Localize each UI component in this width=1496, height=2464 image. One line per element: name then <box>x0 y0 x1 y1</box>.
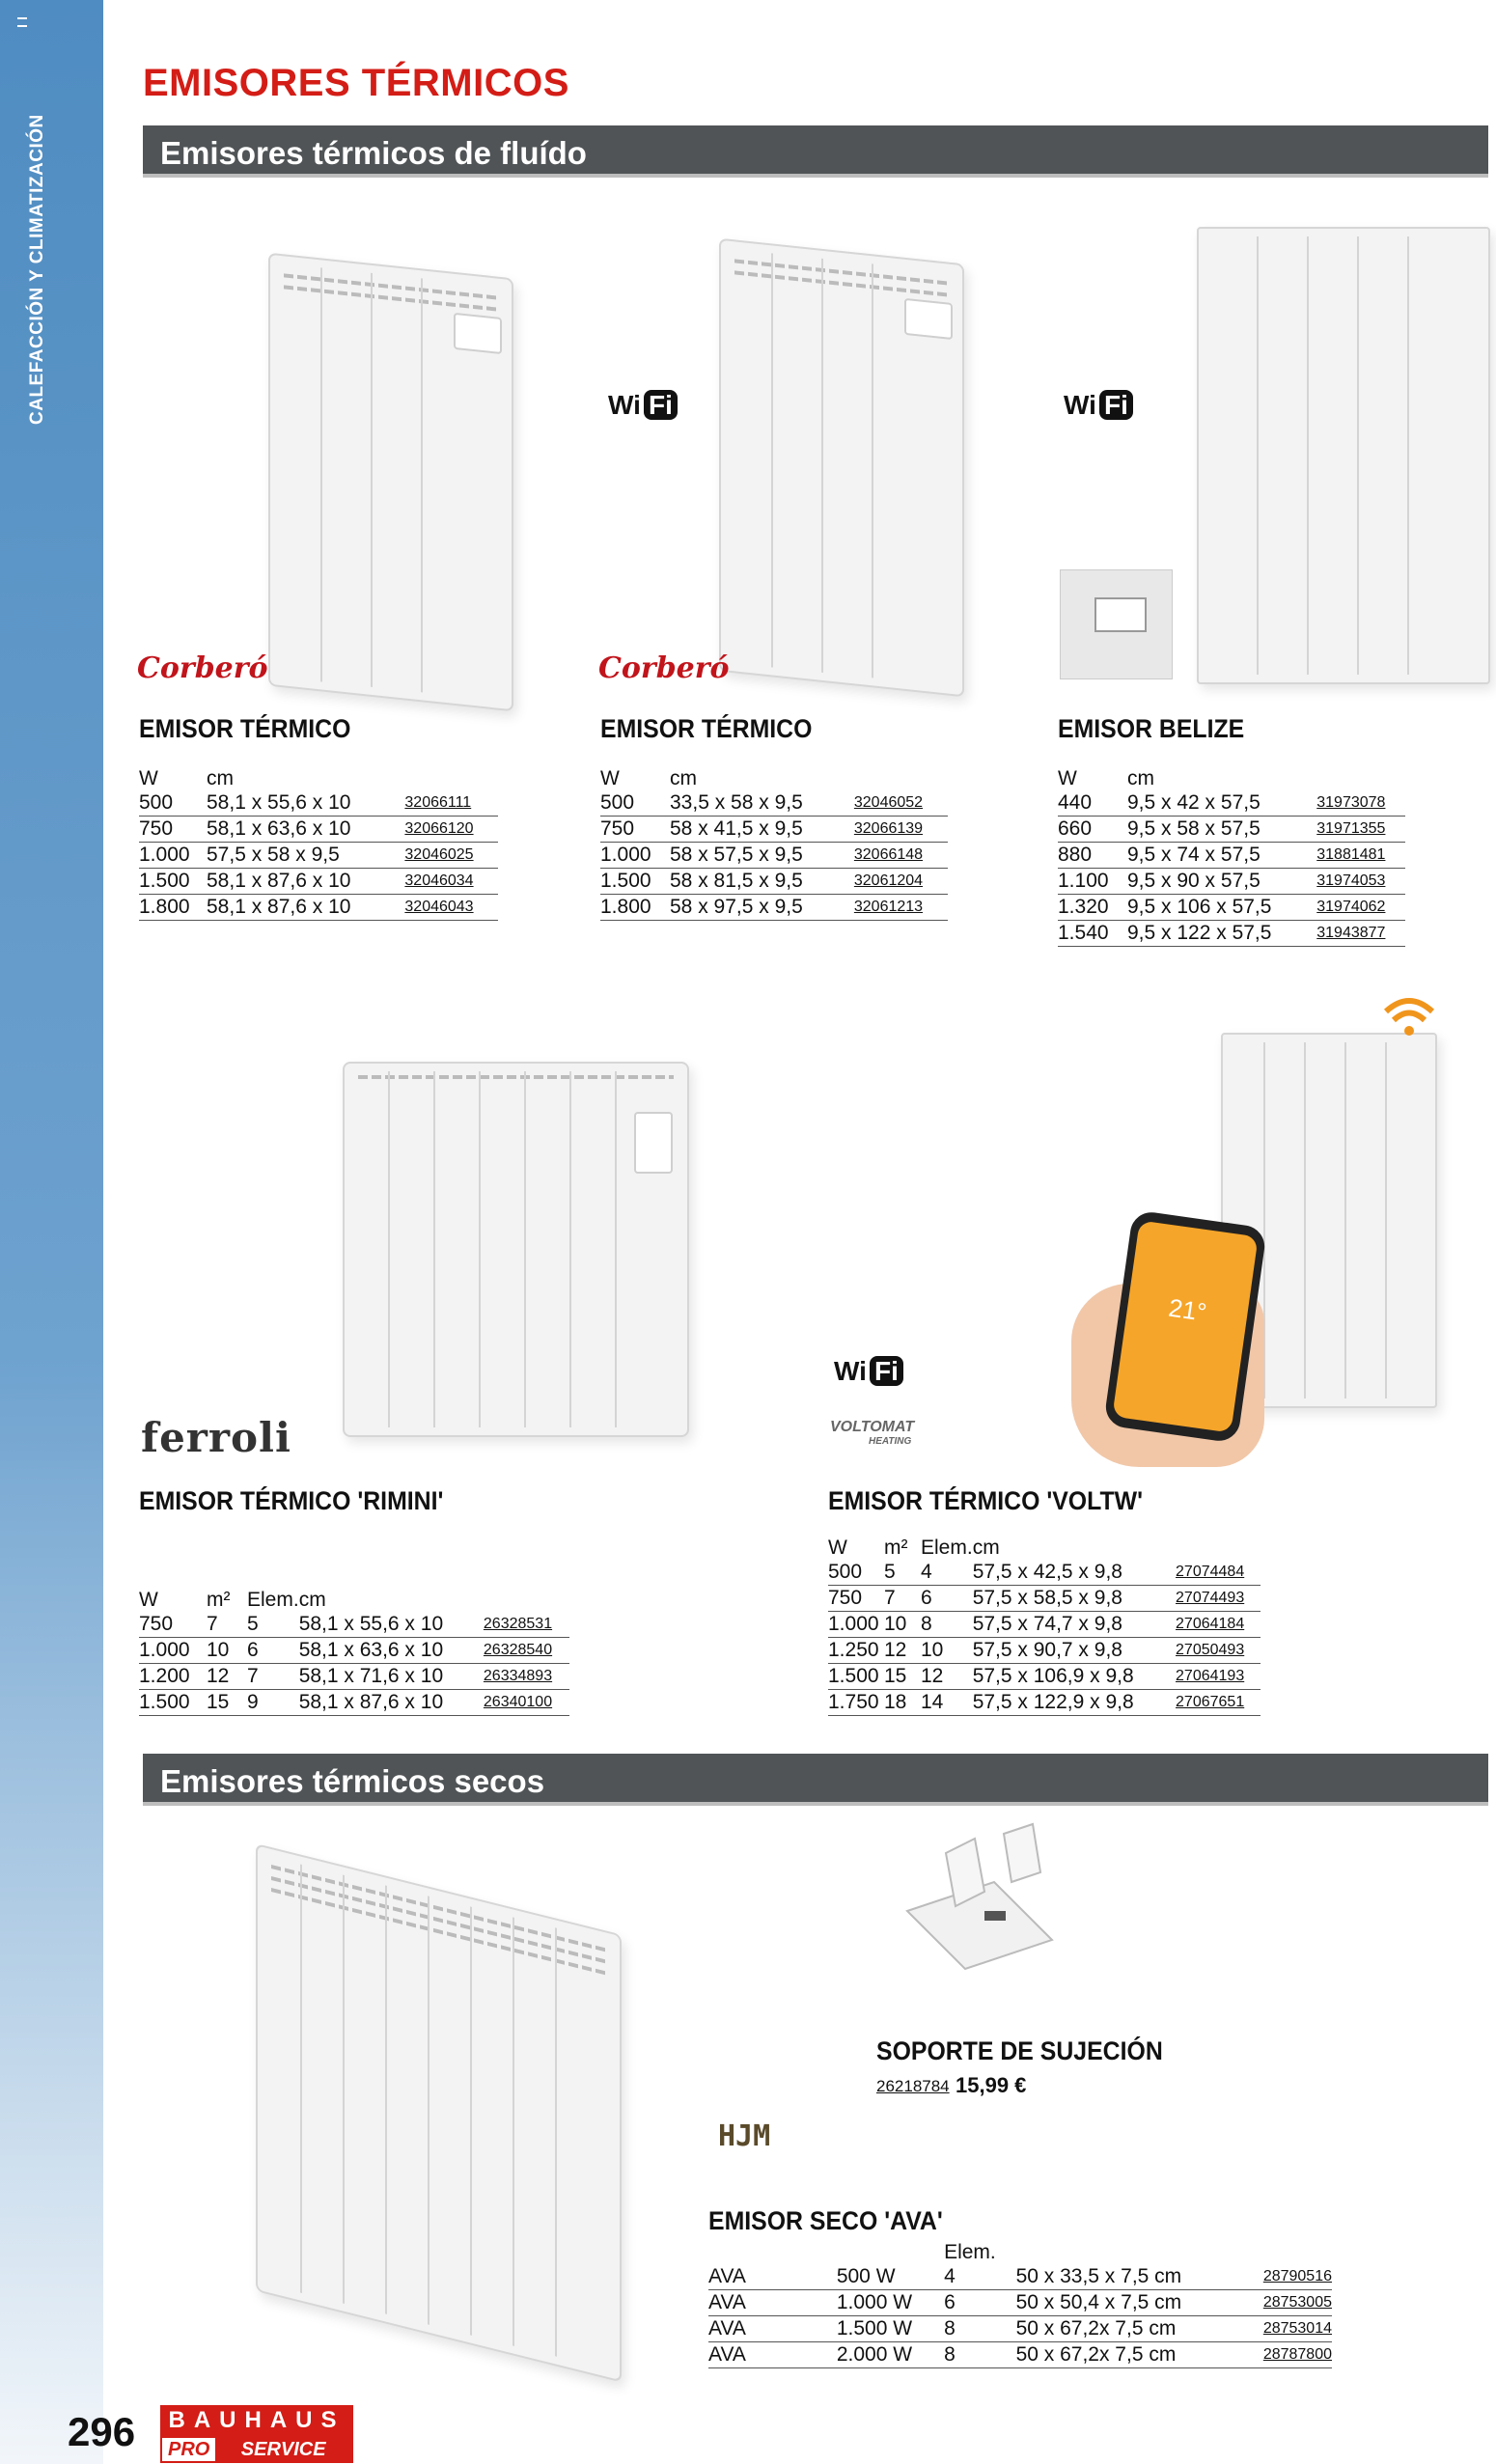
table-header-cell: m² <box>207 1589 231 1611</box>
table-cell: 750 <box>139 817 207 843</box>
table-row <box>1058 869 1405 895</box>
table-cell: 4 <box>921 1560 973 1586</box>
table-row <box>828 1664 1261 1690</box>
radiator-image-2[interactable] <box>719 241 975 695</box>
table-cell: 18 <box>884 1690 921 1716</box>
table-cell: 9,5 x 74 x 57,5 <box>1127 843 1309 869</box>
table-cell: 27064184 <box>1168 1612 1261 1638</box>
table-cell: 28753014 <box>1256 2316 1332 2342</box>
table-cell: 26328540 <box>476 1638 569 1664</box>
table-cell: 58,1 x 71,6 x 10 <box>299 1664 476 1690</box>
voltomat-logo: VOLTOMAT HEATING <box>830 1419 915 1447</box>
table-row <box>1058 817 1405 843</box>
table-cell: AVA <box>708 2290 837 2316</box>
table-header-cell: Elem. <box>247 1589 299 1611</box>
section-dry-header: Emisores térmicos secos <box>143 1754 1488 1806</box>
table-cell: 9,5 x 58 x 57,5 <box>1127 817 1309 843</box>
table-cell: 50 x 33,5 x 7,5 cm <box>1016 2264 1256 2290</box>
table-cell: 5 <box>247 1612 299 1638</box>
table-cell: 8 <box>944 2316 1016 2342</box>
table-header-cell: W <box>600 767 620 789</box>
table-cell: 32066120 <box>397 817 498 843</box>
table-cell: 58 x 57,5 x 9,5 <box>670 843 846 869</box>
table-cell: 50 x 50,4 x 7,5 cm <box>1016 2290 1256 2316</box>
table-row <box>139 817 498 843</box>
table-cell: 750 <box>600 817 670 843</box>
table-cell: 57,5 x 42,5 x 9,8 <box>973 1560 1168 1586</box>
support-bracket-image[interactable] <box>888 1814 1091 2007</box>
table-header-cell: cm <box>1127 767 1154 789</box>
table-row <box>139 1612 569 1638</box>
table-row <box>1058 843 1405 869</box>
spec-table-3 <box>1058 767 1405 947</box>
table-cell: 31974053 <box>1309 869 1405 895</box>
table-header-cell <box>708 2241 837 2264</box>
table-cell: 27074493 <box>1168 1586 1261 1612</box>
table-header-cell: W <box>828 1537 847 1559</box>
category-label: CALEFACCIÓN Y CLIMATIZACIÓN <box>27 114 47 425</box>
table-cell: 32046025 <box>397 843 498 869</box>
table-cell: 1.800 <box>139 895 207 921</box>
table-row <box>828 1638 1261 1664</box>
section-fluid-header: Emisores térmicos de fluído <box>143 125 1488 178</box>
product-title: EMISOR TÉRMICO <box>139 714 351 743</box>
table-cell: 32066148 <box>846 843 948 869</box>
radiator-image-belize[interactable] <box>1197 227 1486 690</box>
table-cell: 8 <box>944 2342 1016 2368</box>
table-cell: 7 <box>247 1664 299 1690</box>
table-cell: 31974062 <box>1309 895 1405 921</box>
table-cell: 750 <box>139 1612 207 1638</box>
product-title: EMISOR TÉRMICO <box>600 714 813 743</box>
table-cell: 1.000 <box>600 843 670 869</box>
table-header-cell: Elem. <box>921 1537 973 1559</box>
table-cell: 6 <box>944 2290 1016 2316</box>
table-cell: 58 x 41,5 x 9,5 <box>670 817 846 843</box>
table-row <box>139 1690 569 1716</box>
table-header-cell: m² <box>884 1537 908 1559</box>
table-row <box>708 2290 1332 2316</box>
table-cell: 6 <box>921 1586 973 1612</box>
table-cell: 660 <box>1058 817 1127 843</box>
table-cell: 32046034 <box>397 869 498 895</box>
table-header-cell <box>397 767 498 790</box>
table-cell: AVA <box>708 2264 837 2290</box>
wifi-signal-icon <box>1380 994 1438 1038</box>
table-cell: 57,5 x 58,5 x 9,8 <box>973 1586 1168 1612</box>
table-cell: 1.500 <box>139 1690 207 1716</box>
radiator-image-ava[interactable] <box>256 1843 632 2297</box>
table-cell: 12 <box>884 1638 921 1664</box>
table-cell: 50 x 67,2x 7,5 cm <box>1016 2342 1256 2368</box>
spec-table-voltw <box>828 1537 1261 1716</box>
spec-table-2 <box>600 767 948 921</box>
phone-temperature: 21° <box>1166 1292 1208 1327</box>
table-row <box>1058 921 1405 947</box>
table-cell: 32061213 <box>846 895 948 921</box>
table-cell: 28787800 <box>1256 2342 1332 2368</box>
table-row <box>139 790 498 817</box>
table-cell: 32046043 <box>397 895 498 921</box>
table-cell: 1.750 <box>828 1690 884 1716</box>
table-cell: 58,1 x 87,6 x 10 <box>299 1690 476 1716</box>
table-cell: 500 <box>600 790 670 817</box>
table-header-cell <box>1256 2241 1332 2264</box>
table-header-cell: W <box>1058 767 1077 789</box>
table-cell: 1.500 <box>600 869 670 895</box>
table-cell: 1.500 W <box>837 2316 944 2342</box>
table-row <box>828 1690 1261 1716</box>
table-cell: 26334893 <box>476 1664 569 1690</box>
table-cell: 9,5 x 42 x 57,5 <box>1127 790 1309 817</box>
product-code: 26218784 <box>876 2077 950 2095</box>
table-cell: 9,5 x 106 x 57,5 <box>1127 895 1309 921</box>
wifi-badge: Wi Fi <box>834 1356 903 1387</box>
corbero-logo: Corberó <box>598 651 730 685</box>
table-cell: 1.500 <box>139 869 207 895</box>
table-row <box>139 895 498 921</box>
wifi-badge: Wi Fi <box>608 390 678 421</box>
wifi-badge: Wi Fi <box>1064 390 1133 421</box>
table-row <box>1058 895 1405 921</box>
table-cell: 57,5 x 90,7 x 9,8 <box>973 1638 1168 1664</box>
table-cell: 750 <box>828 1586 884 1612</box>
table-cell: 10 <box>921 1638 973 1664</box>
table-cell: 57,5 x 74,7 x 9,8 <box>973 1612 1168 1638</box>
table-cell: 26328531 <box>476 1612 569 1638</box>
hjm-logo: HJM <box>718 2119 771 2153</box>
spec-table-1 <box>139 767 498 921</box>
table-cell: 58,1 x 55,6 x 10 <box>299 1612 476 1638</box>
table-cell: 27074484 <box>1168 1560 1261 1586</box>
table-row <box>600 895 948 921</box>
table-cell: AVA <box>708 2342 837 2368</box>
ferroli-logo: ferroli <box>141 1414 291 1461</box>
table-cell: 500 <box>139 790 207 817</box>
product-title: EMISOR SECO 'AVA' <box>708 2206 943 2235</box>
table-cell: 7 <box>884 1586 921 1612</box>
table-cell: 10 <box>884 1612 921 1638</box>
table-header-cell: cm <box>670 767 697 789</box>
product-title: EMISOR BELIZE <box>1058 714 1245 743</box>
table-header-cell <box>1168 1537 1261 1560</box>
table-cell: 27064193 <box>1168 1664 1261 1690</box>
table-cell: 1.320 <box>1058 895 1127 921</box>
table-cell: 9 <box>247 1690 299 1716</box>
table-cell: 31973078 <box>1309 790 1405 817</box>
table-cell: 4 <box>944 2264 1016 2290</box>
table-cell: 10 <box>207 1638 247 1664</box>
table-cell: 1.500 <box>828 1664 884 1690</box>
table-cell: 27067651 <box>1168 1690 1261 1716</box>
table-row <box>828 1560 1261 1586</box>
table-cell: 500 W <box>837 2264 944 2290</box>
table-row <box>139 869 498 895</box>
table-row <box>828 1586 1261 1612</box>
corbero-logo: Corberó <box>137 651 268 685</box>
product-title: EMISOR TÉRMICO 'RIMINI' <box>139 1486 444 1515</box>
table-cell: 1.000 W <box>837 2290 944 2316</box>
table-header-cell <box>846 767 948 790</box>
table-cell: 31971355 <box>1309 817 1405 843</box>
sidebar <box>0 0 103 2464</box>
table-cell: 1.100 <box>1058 869 1127 895</box>
table-row <box>600 790 948 817</box>
table-cell: 58 x 97,5 x 9,5 <box>670 895 846 921</box>
table-cell: 32066111 <box>397 790 498 817</box>
table-cell: 7 <box>207 1612 247 1638</box>
table-cell: 15 <box>207 1690 247 1716</box>
table-cell: 14 <box>921 1690 973 1716</box>
table-cell: 58,1 x 87,6 x 10 <box>207 869 397 895</box>
table-header-cell: W <box>139 1589 158 1611</box>
table-cell: 57,5 x 58 x 9,5 <box>207 843 397 869</box>
table-cell: 58 x 81,5 x 9,5 <box>670 869 846 895</box>
page-title: EMISORES TÉRMICOS <box>143 62 569 104</box>
table-header-cell <box>837 2241 944 2264</box>
table-cell: 1.200 <box>139 1664 207 1690</box>
table-header-cell: Elem. <box>944 2241 996 2263</box>
table-cell: 1.250 <box>828 1638 884 1664</box>
product-title: EMISOR TÉRMICO 'VOLTW' <box>828 1486 1143 1515</box>
table-cell: 58,1 x 63,6 x 10 <box>207 817 397 843</box>
table-row <box>139 1638 569 1664</box>
table-header-cell <box>1309 767 1405 790</box>
table-cell: AVA <box>708 2316 837 2342</box>
page-marker <box>17 17 27 27</box>
table-cell: 12 <box>207 1664 247 1690</box>
table-cell: 12 <box>921 1664 973 1690</box>
product-title: SOPORTE DE SUJECIÓN <box>876 2036 1163 2065</box>
table-cell: 1.000 <box>139 1638 207 1664</box>
table-row <box>708 2342 1332 2368</box>
spec-table-rimini <box>139 1589 569 1716</box>
bauhaus-logo: BAUHAUS PRO SERVICE <box>160 2405 353 2463</box>
table-cell: 57,5 x 106,9 x 9,8 <box>973 1664 1168 1690</box>
table-row <box>139 1664 569 1690</box>
table-row <box>1058 790 1405 817</box>
table-row <box>828 1612 1261 1638</box>
table-cell: 27050493 <box>1168 1638 1261 1664</box>
table-header-cell: cm <box>207 767 234 789</box>
table-cell: 58,1 x 63,6 x 10 <box>299 1638 476 1664</box>
table-cell: 28753005 <box>1256 2290 1332 2316</box>
table-row <box>600 869 948 895</box>
table-header-cell: cm <box>972 1537 1000 1559</box>
table-cell: 33,5 x 58 x 9,5 <box>670 790 846 817</box>
table-cell: 1.000 <box>828 1612 884 1638</box>
table-cell: 1.000 <box>139 843 207 869</box>
table-cell: 5 <box>884 1560 921 1586</box>
table-cell: 32046052 <box>846 790 948 817</box>
table-cell: 1.800 <box>600 895 670 921</box>
table-header-cell <box>1016 2241 1256 2264</box>
table-header-cell: cm <box>298 1589 326 1611</box>
table-cell: 28790516 <box>1256 2264 1332 2290</box>
table-cell: 1.540 <box>1058 921 1127 947</box>
table-cell: 31881481 <box>1309 843 1405 869</box>
table-row <box>600 817 948 843</box>
table-cell: 58,1 x 55,6 x 10 <box>207 790 397 817</box>
table-cell: 26340100 <box>476 1690 569 1716</box>
table-cell: 8 <box>921 1612 973 1638</box>
table-header-cell <box>476 1589 569 1612</box>
table-cell: 9,5 x 122 x 57,5 <box>1127 921 1309 947</box>
radiator-image-1[interactable] <box>268 256 519 709</box>
thermostat-detail-image <box>1060 569 1173 679</box>
table-header-cell: W <box>139 767 158 789</box>
table-row <box>708 2316 1332 2342</box>
table-cell: 6 <box>247 1638 299 1664</box>
table-cell: 32066139 <box>846 817 948 843</box>
table-cell: 57,5 x 122,9 x 9,8 <box>973 1690 1168 1716</box>
table-cell: 58,1 x 87,6 x 10 <box>207 895 397 921</box>
table-row <box>600 843 948 869</box>
table-cell: 2.000 W <box>837 2342 944 2368</box>
table-row <box>708 2264 1332 2290</box>
table-cell: 440 <box>1058 790 1127 817</box>
table-cell: 50 x 67,2x 7,5 cm <box>1016 2316 1256 2342</box>
page-number: 296 <box>68 2409 136 2454</box>
table-cell: 31943877 <box>1309 921 1405 947</box>
spec-table-ava <box>708 2241 1332 2368</box>
table-cell: 880 <box>1058 843 1127 869</box>
table-cell: 9,5 x 90 x 57,5 <box>1127 869 1309 895</box>
table-cell: 500 <box>828 1560 884 1586</box>
table-cell: 15 <box>884 1664 921 1690</box>
product-price: 15,99 € <box>956 2073 1027 2097</box>
table-cell: 32061204 <box>846 869 948 895</box>
radiator-image-rimini[interactable] <box>343 1023 690 1448</box>
table-row <box>139 843 498 869</box>
